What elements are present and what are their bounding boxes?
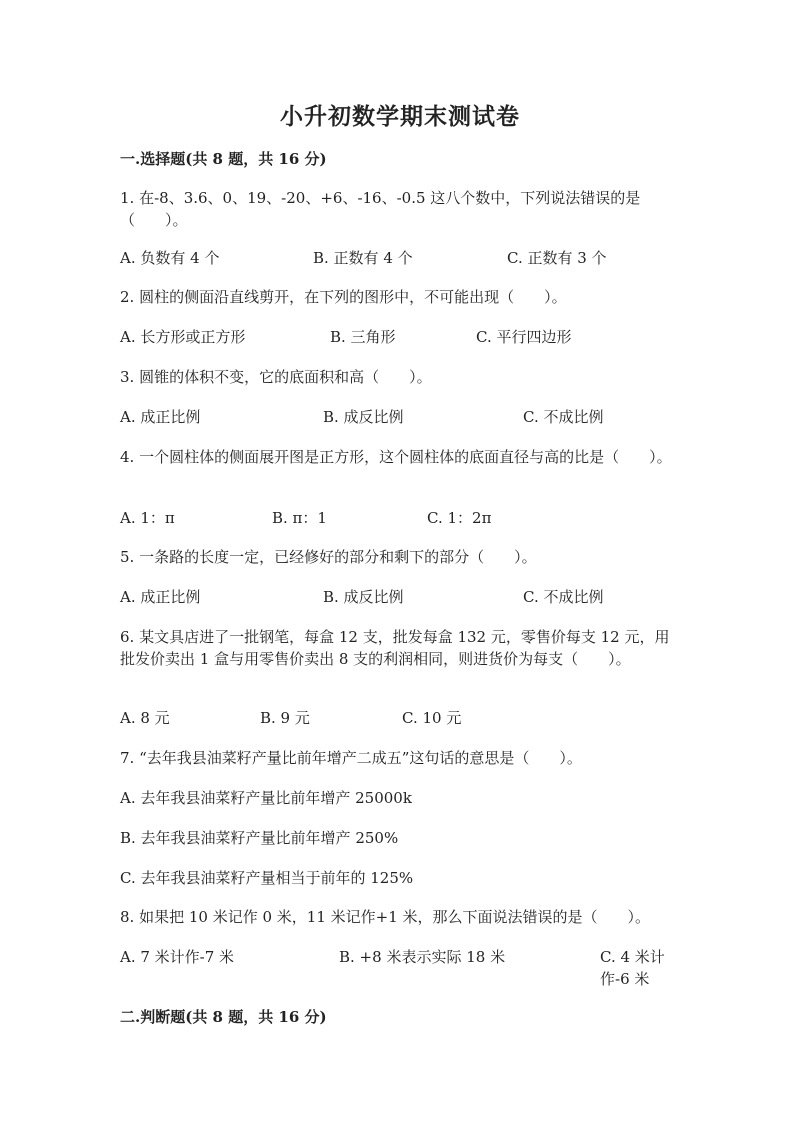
question-8-option-b: B. +8 米表示实际 18 米: [339, 948, 506, 966]
question-4-option-c: C. 1：2π: [427, 509, 492, 527]
question-8-option-c: C. 4 米计作-6 米: [600, 948, 665, 988]
question-4: 4. 一个圆柱体的侧面展开图是正方形，这个圆柱体的底面直径与高的比是（ ）。: [120, 448, 672, 466]
question-8: 8. 如果把 10 米记作 0 米，11 米记作+1 米，那么下面说法错误的是（ ）。: [120, 908, 651, 926]
question-4-option-b: B. π：1: [272, 509, 327, 527]
page-title: 小升初数学期末测试卷: [280, 103, 520, 130]
question-6-option-c: C. 10 元: [402, 709, 462, 727]
question-8-option-a: A. 7 米计作-7 米: [120, 948, 235, 966]
section-heading-choice: 一.选择题(共 8 题，共 16 分): [120, 150, 327, 168]
question-2-option-a: A. 长方形或正方形: [120, 328, 246, 346]
question-6-option-a: A. 8 元: [120, 709, 170, 727]
question-6: 6. 某文具店进了一批钢笔，每盒 12 支，批发每盒 132 元，零售价每支 12 元，用批发价卖出 1 盒与用零售价卖出 8 支的利润相同，则进货价为每支（ ）。: [120, 628, 670, 668]
question-1-option-a: A. 负数有 4 个: [120, 249, 220, 267]
question-3-option-b: B. 成反比例: [323, 408, 404, 426]
question-3-option-a: A. 成正比例: [120, 408, 201, 426]
question-5: 5. 一条路的长度一定，已经修好的部分和剩下的部分（ ）。: [120, 548, 537, 566]
question-5-option-a: A. 成正比例: [120, 588, 201, 606]
question-7-option-b: B. 去年我县油菜籽产量比前年增产 250%: [120, 829, 399, 847]
question-1: 1. 在-8、3.6、0、19、-20、+6、-16、-0.5 这八个数中，下列说法错误的是（ ）。: [120, 189, 641, 229]
question-3: 3. 圆锥的体积不变，它的底面积和高（ ）。: [120, 368, 432, 386]
question-2-option-b: B. 三角形: [330, 328, 396, 346]
question-7: 7. “去年我县油菜籽产量比前年增产二成五”这句话的意思是（ ）。: [120, 749, 582, 767]
question-7-option-a: A. 去年我县油菜籽产量比前年增产 25000k: [120, 789, 412, 807]
section-heading-judgement: 二.判断题(共 8 题，共 16 分): [120, 1008, 327, 1026]
question-5-option-c: C. 不成比例: [523, 588, 604, 606]
question-4-option-a: A. 1：π: [120, 509, 175, 527]
question-6-option-b: B. 9 元: [260, 709, 310, 727]
question-5-option-b: B. 成反比例: [323, 588, 404, 606]
question-7-option-c: C. 去年我县油菜籽产量相当于前年的 125%: [120, 869, 414, 887]
question-3-option-c: C. 不成比例: [523, 408, 604, 426]
question-2-option-c: C. 平行四边形: [476, 328, 572, 346]
question-1-option-b: B. 正数有 4 个: [313, 249, 413, 267]
question-1-option-c: C. 正数有 3 个: [507, 249, 607, 267]
question-2: 2. 圆柱的侧面沿直线剪开，在下列的图形中，不可能出现（ ）。: [120, 288, 567, 306]
